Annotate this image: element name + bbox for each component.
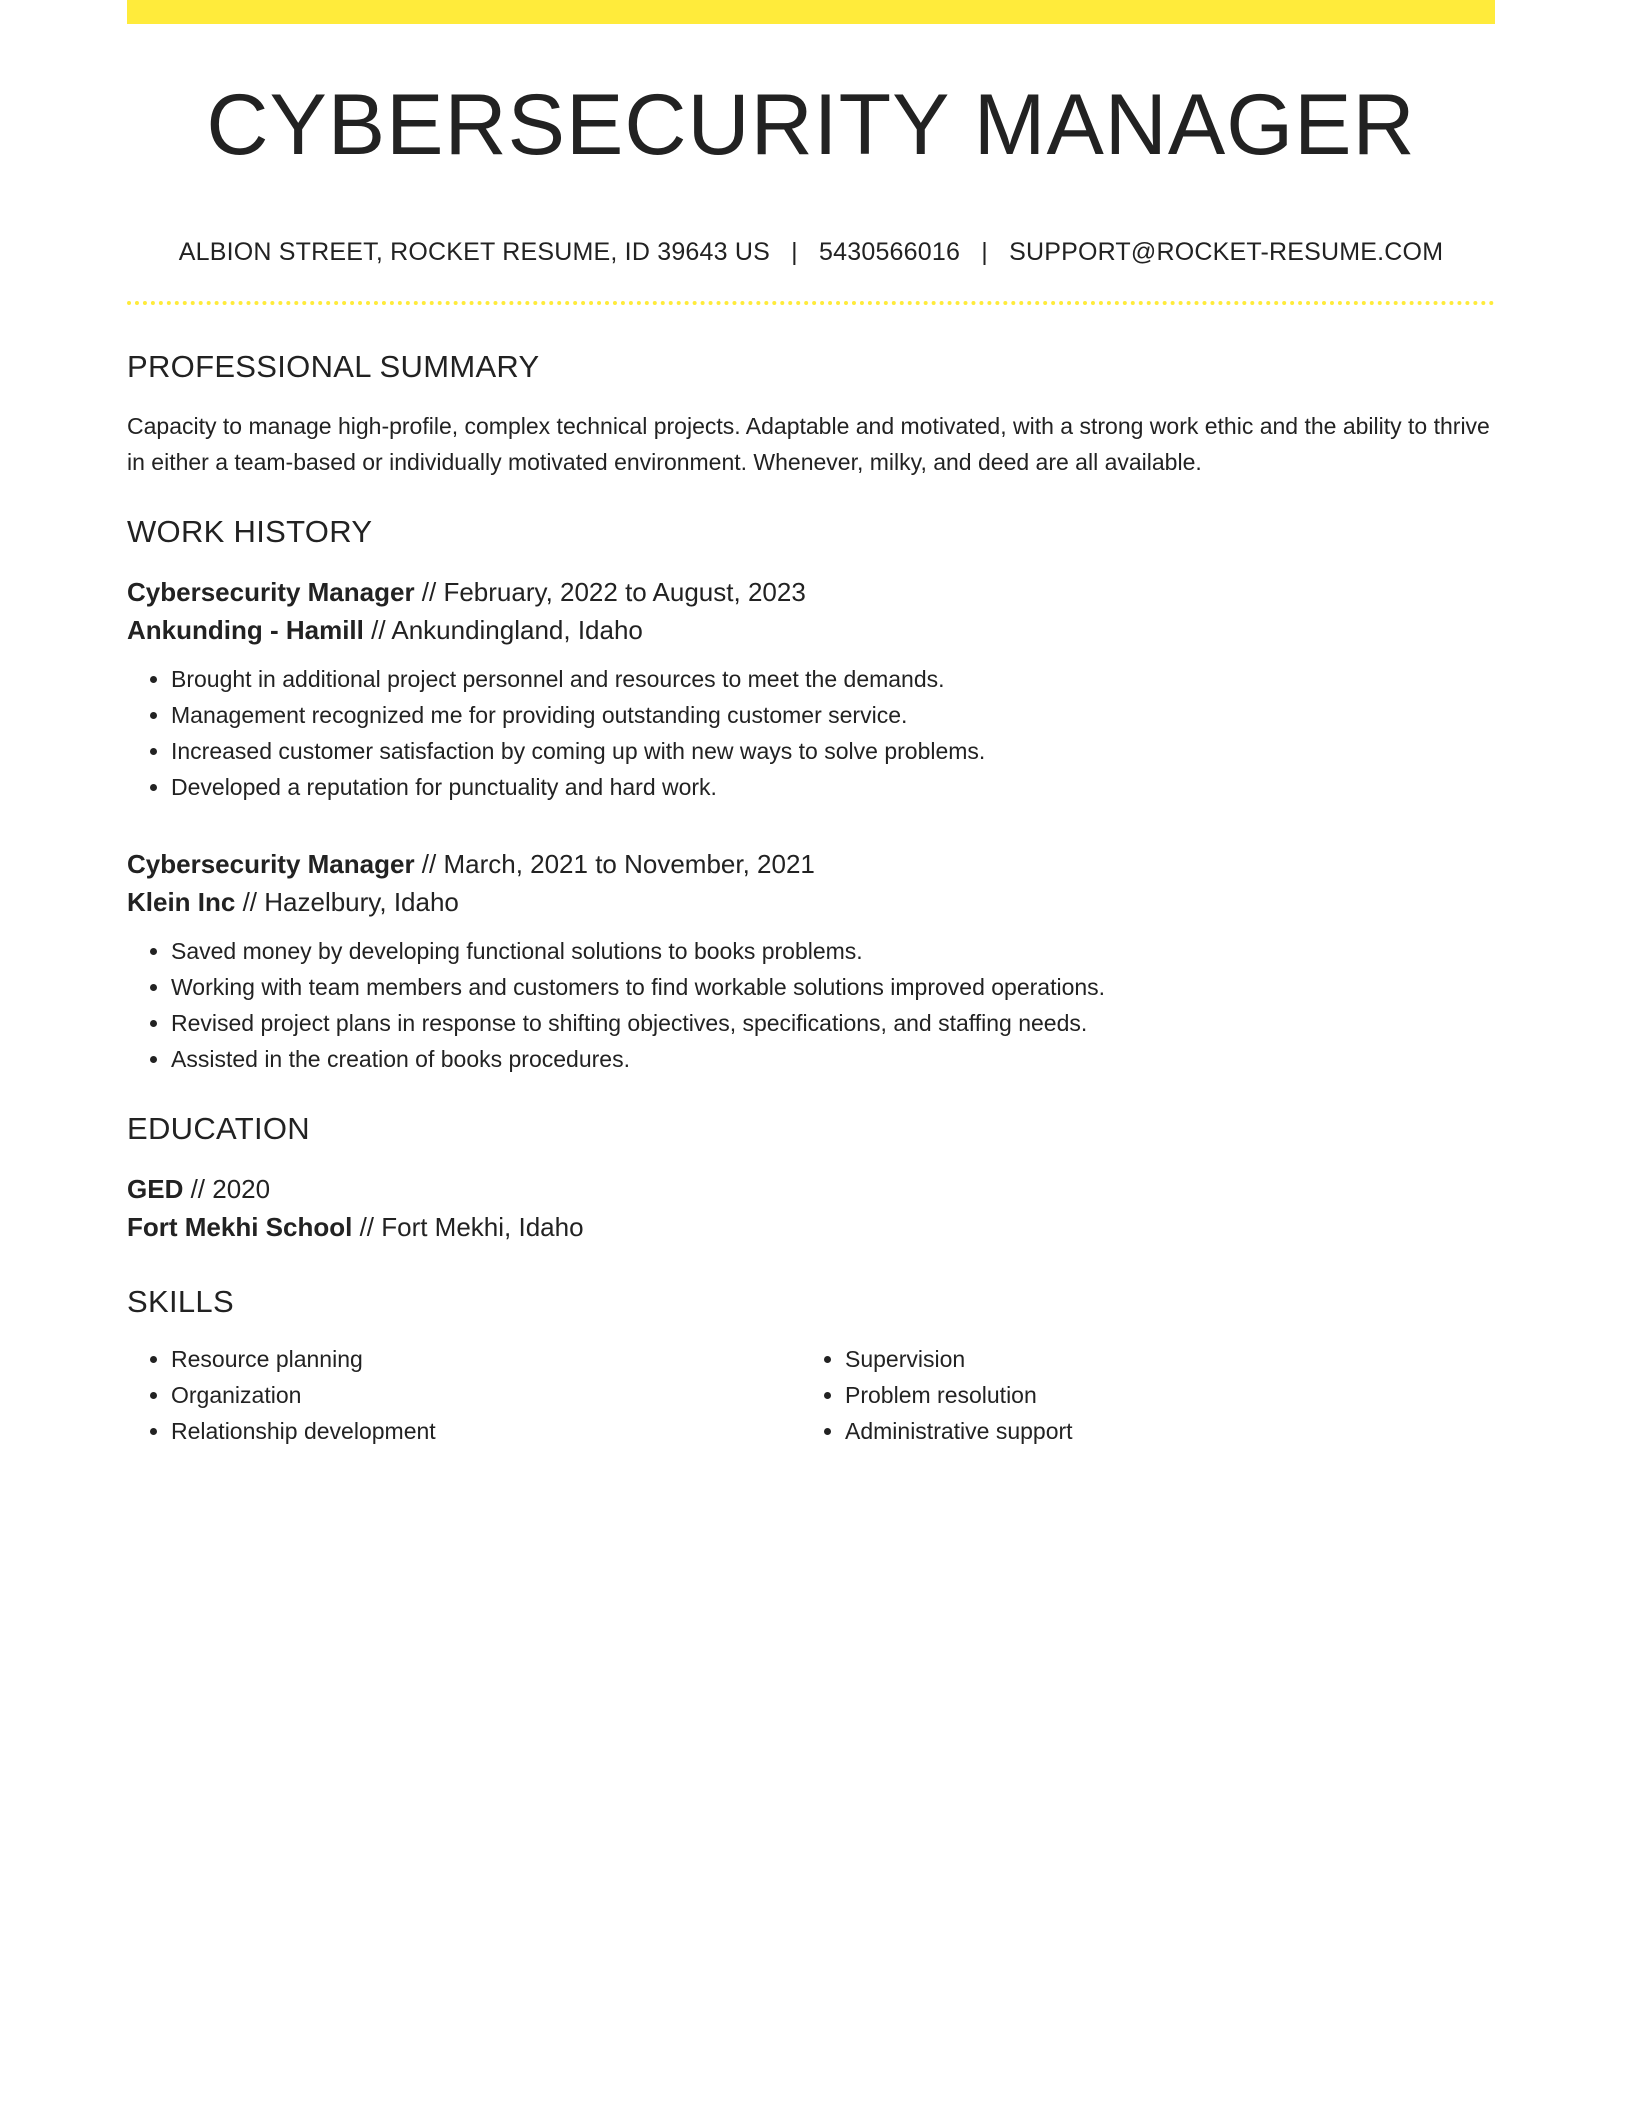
education-year: // 2020	[183, 1174, 271, 1204]
education-location: // Fort Mekhi, Idaho	[352, 1212, 584, 1242]
education-degree-line	[127, 1170, 1495, 1208]
list-item: • Developed a reputation for punctuality and hard work.	[171, 769, 1495, 805]
job-bullets	[127, 661, 1495, 805]
list-item: • Assisted in the creation of books procedures.	[171, 1041, 1495, 1077]
list-item: • Increased customer satisfaction by coming up with new ways to solve problems.	[171, 733, 1495, 769]
list-item: • Relationship development	[171, 1413, 801, 1449]
dotted-divider	[127, 301, 1495, 305]
job-bullets	[127, 933, 1495, 1077]
job-role: Cybersecurity Manager	[127, 849, 415, 879]
job-company-line	[127, 611, 1495, 649]
education-school: Fort Mekhi School	[127, 1212, 353, 1242]
list-item: • Brought in additional project personnel and resources to meet the demands.	[171, 661, 1495, 697]
contact-line	[127, 240, 1495, 265]
job-role-line	[127, 845, 1495, 883]
resume-page	[127, 0, 1495, 1449]
contact-separator: |	[791, 238, 798, 266]
list-item: • Revised project plans in response to shifting objectives, specifications, and staffing needs.	[171, 1005, 1495, 1041]
job-company: Ankunding - Hamill	[127, 615, 364, 645]
job-location: // Ankundingland, Idaho	[363, 615, 643, 645]
skills-list-left	[127, 1341, 801, 1449]
job-role: Cybersecurity Manager	[127, 577, 415, 607]
job-dates: // February, 2022 to August, 2023	[414, 577, 806, 607]
list-item: • Organization	[171, 1377, 801, 1413]
list-item: • Working with team members and customers to find workable solutions improved operations.	[171, 969, 1495, 1005]
section-title-work-history: WORK HISTORY	[127, 514, 373, 549]
job-company-line	[127, 883, 1495, 921]
accent-bar	[127, 0, 1495, 24]
list-item: • Supervision	[845, 1341, 1475, 1377]
job-location: // Hazelbury, Idaho	[235, 887, 459, 917]
list-item: • Administrative support	[845, 1413, 1475, 1449]
list-item: • Problem resolution	[845, 1377, 1475, 1413]
section-title-skills: SKILLS	[127, 1284, 234, 1319]
list-item: • Saved money by developing functional solutions to books problems.	[171, 933, 1495, 969]
education-entry	[127, 1170, 1495, 1246]
summary-text: Capacity to manage high-profile, complex technical projects. Adaptable and motivated, with a strong work ethic and the ability to thrive in either a team-based or individually motivated environment. Whenever, milky, and deed are all available.	[127, 413, 1490, 475]
education-degree: GED	[127, 1174, 184, 1204]
job-dates: // March, 2021 to November, 2021	[414, 849, 815, 879]
skills-columns	[127, 1341, 1495, 1449]
section-title-summary: PROFESSIONAL SUMMARY	[127, 349, 540, 384]
list-item: • Management recognized me for providing outstanding customer service.	[171, 697, 1495, 733]
education-school-line	[127, 1208, 1495, 1246]
contact-separator: |	[981, 238, 988, 266]
job-entry	[127, 573, 1495, 805]
list-item: • Resource planning	[171, 1341, 801, 1377]
section-title-education: EDUCATION	[127, 1111, 310, 1146]
contact-address: ALBION STREET, ROCKET RESUME, ID 39643 US	[178, 238, 771, 266]
resume-title: CYBERSECURITY MANAGER	[206, 77, 1416, 173]
contact-phone: 5430566016	[819, 238, 961, 266]
job-company: Klein Inc	[127, 887, 236, 917]
job-entry	[127, 845, 1495, 1077]
skills-list-right	[801, 1341, 1475, 1449]
job-role-line	[127, 573, 1495, 611]
contact-email[interactable]: SUPPORT@ROCKET-RESUME.COM	[1009, 238, 1444, 266]
